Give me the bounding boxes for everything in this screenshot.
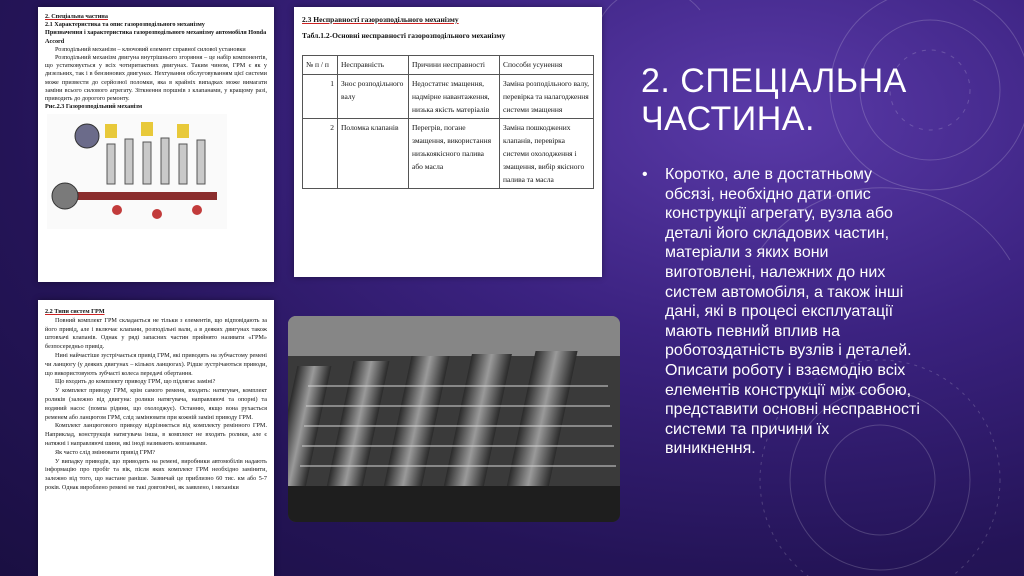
table-cell-cause: Перегрів, погане змащення, використання низькоякісного палива або масла [409,119,500,189]
table-cell-fix: Заміна розподільного валу, перевірка та налагодження системи змащення [500,75,594,119]
engine-valves-illustration [288,316,620,522]
doc1-section-title: Призначення і характеристика газорозподільного механізму автомобіля Honda Accord [45,29,267,45]
table-header-cell: Способи усунення [500,56,594,75]
faults-table [302,55,594,189]
engine-valve-photo [288,316,620,522]
table-row [303,75,594,119]
table-row [303,119,594,189]
doc1-figure-caption: Рис.2.3 Газорозподільний механізм [45,103,143,111]
table-cell-fault: Знос розподільного валу [338,75,409,119]
document-page-faults-table [294,7,602,277]
table-cell-number: 2 [303,119,338,189]
bullet-item [642,165,922,459]
slide-title: 2. СПЕЦІАЛЬНА ЧАСТИНА. [641,62,907,138]
doc2-table-title: Табл.1.2-Основні несправності газорозподільного механізму [302,31,506,40]
table-header-cell: № п / п [303,56,338,75]
table-header-row [303,56,594,75]
doc1-heading: 2. Спеціальна частина [45,13,108,20]
doc3-paragraph-4: У комплект приводу ГРМ, крім самого ременя, входять: натягувач, комплект роликів (залежно від двигуна: ролики натягувача, направляючі та опорні) та водяний насос (помпа рідини, що охолоджує). Останню, якщо вона рухається ременем або ланцюгом ГРМ, слід замінювати при кожній заміні приводу ГРМ. [45,387,267,421]
doc2-heading: 2.3 Несправності газорозподільного механізму [302,15,459,24]
doc3-paragraph-2: Нині найчастіше зустрічається привід ГРМ, які приводять на зубчастому ремені чи ланцюгу (у деяких двигунах – кількох ланцюгах). Рідше зустрічаються приводи, що використовують зубчасті колеса передачі обертання. [45,351,267,377]
doc3-paragraph-7: У випадку приводів, що приводять на ремені, виробники автомобілів надають інформацію про пробіг та вік, після яких комплект ГРМ необхідно замінити, залежно від того, що настане раніше. Зазвичай це приблизно 60 тис. км або 5-7 років. Однак вироблено ремені не такі довговічні, як заявлено, і механіки [45,457,267,491]
doc1-paragraph-2: Розподільний механізм двигуна внутрішнього згоряння – це набір компонентів, що устатковується у всіх чотиритактних двигунах. Таким чином, ГРМ є як у дизельних, так і в бензинових двигунах. Нехтування обслуговуванням цієї системи може призвести до серйозної поломки, яка в крайніх випадках може вимагати заміни всього силового агрегату. Зіткнення поршнів з клапанами, у кращому разі, приводить до дорогого ремонту. [45,54,267,103]
timing-mechanism-figure [47,114,227,229]
document-page-timing-types [38,300,274,576]
doc3-paragraph-3: Що входить до комплекту приводу ГРМ, що підлягає заміні? [55,378,216,386]
bullet-marker: • [642,166,648,183]
doc1-subheading: 2.1 Характеристика та опис газорозподільного механізму [45,21,205,29]
document-page-spec-part [38,7,274,282]
doc3-paragraph-6: Як часто слід змінювати привід ГРМ? [55,448,156,456]
table-header-cell: Причини несправності [409,56,500,75]
table-cell-fix: Заміна пошкоджених клапанів, перевірка системи охолодження і змащення, вибір якісного палива та масла [500,119,594,189]
doc3-paragraph-1: Повний комплект ГРМ складається не тільки з елементів, що відповідають за його привід, але і включає клапани, розподільні вали, а в деяких двигунах також штовхачі клапанів. Однак у ряді запасних частин прийнято називати «ГРМ» безпосередньо привід. [45,316,267,351]
table-cell-fault: Поломка клапанів [338,119,409,189]
doc1-paragraph-1: Розподільний механізм – ключовий елемент справної силової установки [55,45,246,53]
table-cell-number: 1 [303,75,338,119]
doc3-heading: 2.2 Типи систем ГРМ [45,308,105,315]
bullet-text: Коротко, але в достатньому обсязі, необхідно дати опис конструкції агрегату, вузла або деталі його складових частин, матеріали з яких вони виготовлені, належних до них систем автомобіля, а також інші дані, які в процесі експлуатації мають певний вплив на роботоздатність вузлів і деталей. Описати роботу і взаємодію всіх елементів конструкції між собою, представити основні несправності системи та причини їх виникнення. [665,166,920,458]
doc3-paragraph-5: Комплект ланцюгового приводу відрізняється від комплекту ремінного ГРМ. Наприклад, конструкція натягувача інша, в комплект не входять ролики, але є натяжні і направляючі шини, які іноді називають ковзанками. [45,422,267,447]
table-header-cell: Несправність [338,56,409,75]
table-cell-cause: Недостатнє змащення, надмірне навантаження, низька якість матеріалів [409,75,500,119]
